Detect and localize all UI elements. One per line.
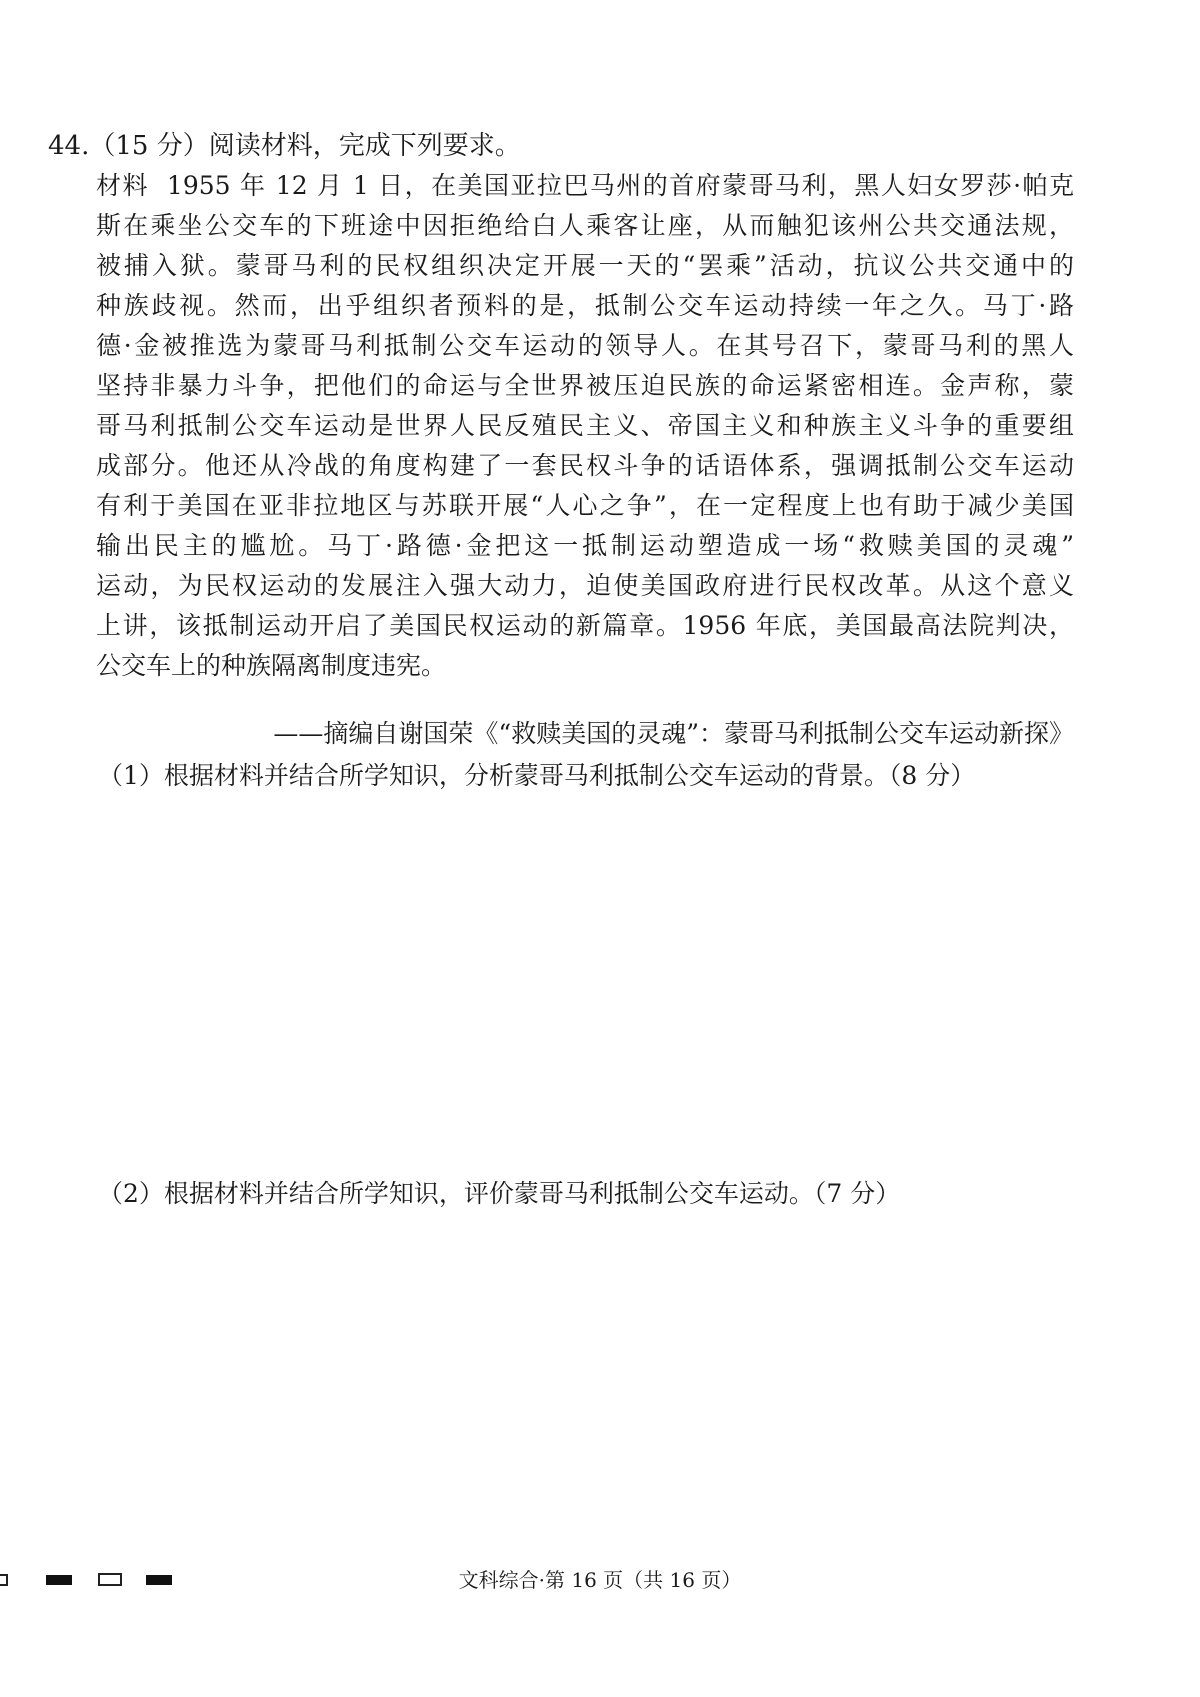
material-line: 成部分。他还从冷战的角度构建了一套民权斗争的话语体系，强调抵制公交车运动 (96, 451, 1074, 480)
material-passage (96, 166, 1074, 686)
material-line: 坚持非暴力斗争，把他们的命运与全世界被压迫民族的命运紧密相连。金声称，蒙 (96, 371, 1074, 400)
material-label: 材料 (96, 171, 149, 200)
material-line: 运动，为民权运动的发展注入强大动力，迫使美国政府进行民权改革。从这个意义 (96, 571, 1074, 600)
question-header: 44.（15 分）阅读材料，完成下列要求。 (48, 131, 521, 161)
answer-area-2[interactable] (96, 1218, 1074, 1538)
page-footer: 文科综合·第 16 页（共 16 页） (458, 1568, 742, 1592)
material-line: 哥马利抵制公交车运动是世界人民反殖民主义、帝国主义和种族主义斗争的重要组 (96, 411, 1074, 440)
material-line: 公交车上的种族隔离制度违宪。 (96, 651, 447, 680)
material-line: 德·金被推选为蒙哥马利抵制公交车运动的领导人。在其号召下，蒙哥马利的黑人 (96, 331, 1074, 360)
material-source: ——摘编自谢国荣《“救赎美国的灵魂”：蒙哥马利抵制公交车运动新探》 (273, 719, 1074, 748)
sub-question-2: （2）根据材料并结合所学知识，评价蒙哥马利抵制公交车运动。（7 分） (98, 1179, 901, 1208)
material-line: 上讲，该抵制运动开启了美国民权运动的新篇章。1956 年底，美国最高法院判决， (96, 611, 1074, 640)
sub-question-1: （1）根据材料并结合所学知识，分析蒙哥马利抵制公交车运动的背景。（8 分） (98, 761, 976, 790)
material-line: 有利于美国在亚非拉地区与苏联开展“人心之争”，在一定程度上也有助于减少美国 (96, 491, 1074, 520)
answer-area-1[interactable] (96, 800, 1074, 1160)
material-line: 输出民主的尴尬。马丁·路德·金把这一抵制运动塑造成一场“救赎美国的灵魂” (96, 531, 1074, 560)
material-line: 被捕入狱。蒙哥马利的民权组织决定开展一天的“罢乘”活动，抗议公共交通中的 (96, 251, 1074, 280)
material-line: 材料 1955 年 12 月 1 日，在美国亚拉巴马州的首府蒙哥马利，黑人妇女罗莎·帕克 (96, 171, 1074, 200)
material-line: 斯在乘坐公交车的下班途中因拒绝给白人乘客让座，从而触犯该州公共交通法规， (96, 211, 1074, 240)
material-line: 种族歧视。然而，出乎组织者预料的是，抵制公交车运动持续一年之久。马丁·路 (96, 291, 1074, 320)
